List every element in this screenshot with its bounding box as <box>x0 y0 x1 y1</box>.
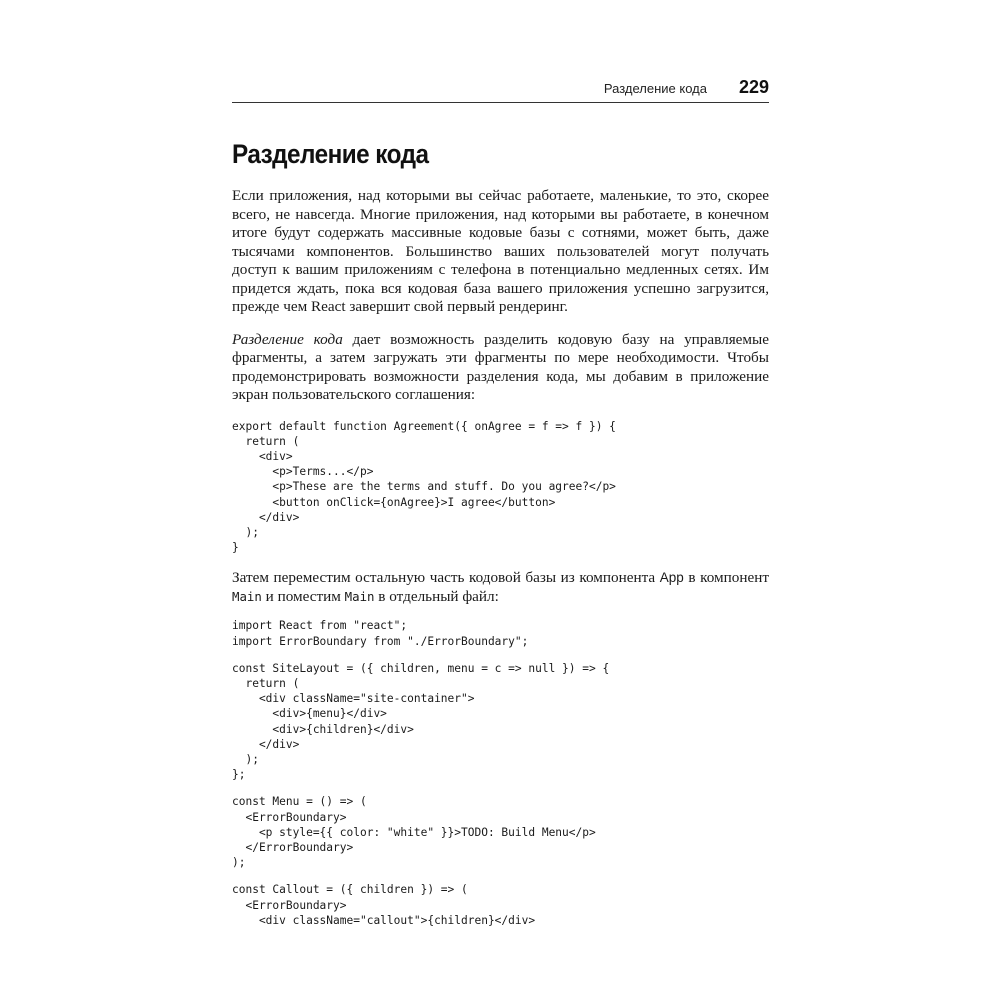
code-blank-line <box>232 649 769 661</box>
paragraph-intro: Если приложения, над которыми вы сейчас работаете, маленькие, то это, скорее всего, не навсегда. Многие приложения, над которыми вы работаете, в конечном итоге будут содержать массивные кодовые базы с сотнями, может быть, даже тысячами компонентов. Большинство ваших пользователей могут получать доступ к вашим приложениям с телефона в потенциально медленных сетях. Им придется ждать, пока вся кодовая база вашего приложения успешно загрузится, прежде чем React завершит свой первый рендеринг. <box>232 187 769 315</box>
code-line: <div> <box>232 449 293 463</box>
code-line: </div> <box>232 737 300 751</box>
inline-code-main: Main <box>344 588 375 604</box>
paragraph-text: дает возможность разделить кодовую базу на управляемые фрагменты, а затем загружать эти фрагменты по мере необходимости. Чтобы продемонстрировать возможности разделения кода, мы добавим в приложение экран пользовательского соглашения: <box>232 330 769 403</box>
code-line: ); <box>232 752 259 766</box>
paragraph-text: и поместим <box>261 587 345 605</box>
code-line: </ErrorBoundary> <box>232 840 354 854</box>
book-page <box>232 74 769 928</box>
code-line: return ( <box>232 676 300 690</box>
code-line: <ErrorBoundary> <box>232 898 347 912</box>
paragraph-text: в отдельный файл: <box>374 587 499 605</box>
running-head <box>232 74 769 103</box>
page-number: 229 <box>738 77 769 97</box>
code-line: <div>{children}</div> <box>232 722 414 736</box>
code-line: <p>These are the terms and stuff. Do you agree?</p> <box>232 480 616 494</box>
code-line: <div className="site-container"> <box>232 692 475 706</box>
code-line: } <box>232 541 239 555</box>
code-line: import React from "react"; <box>232 619 408 633</box>
code-line: const SiteLayout = ({ children, menu = c => null }) => { <box>232 661 610 675</box>
section-heading: Разделение кода <box>232 139 429 169</box>
code-block-main <box>232 618 769 928</box>
code-line: return ( <box>232 434 300 448</box>
code-line: <div className="callout">{children}</div> <box>232 913 536 927</box>
paragraph-move-code <box>232 569 769 606</box>
code-line: <p style={{ color: "white" }}>TODO: Build Menu</p> <box>232 825 596 839</box>
code-line: <p>Terms...</p> <box>232 465 374 479</box>
paragraph-text: в компонент <box>683 569 769 587</box>
code-line: ); <box>232 525 259 539</box>
code-line: </div> <box>232 510 300 524</box>
code-block-agreement <box>232 419 769 556</box>
code-blank-line <box>232 782 769 794</box>
code-line: <button onClick={onAgree}>I agree</button> <box>232 495 556 509</box>
paragraph-code-splitting <box>232 331 769 405</box>
code-line: <div>{menu}</div> <box>232 707 387 721</box>
italic-term: Разделение кода <box>232 330 343 348</box>
inline-code-main: Main <box>232 588 262 604</box>
code-line: <ErrorBoundary> <box>232 810 347 824</box>
code-line: const Menu = () => ( <box>232 795 367 809</box>
code-line: }; <box>232 768 246 782</box>
running-head-title: Разделение кода <box>603 81 707 96</box>
code-line: ); <box>232 856 246 870</box>
paragraph-text: Затем переместим остальную часть кодовой базы из компонента <box>232 569 660 587</box>
code-line: export default function Agreement({ onAgree = f => f }) { <box>232 419 616 433</box>
code-line: const Callout = ({ children }) => ( <box>232 883 468 897</box>
inline-code-app: App <box>659 570 684 586</box>
code-line: import ErrorBoundary from "./ErrorBoundary"; <box>232 634 529 648</box>
code-blank-line <box>232 870 769 882</box>
